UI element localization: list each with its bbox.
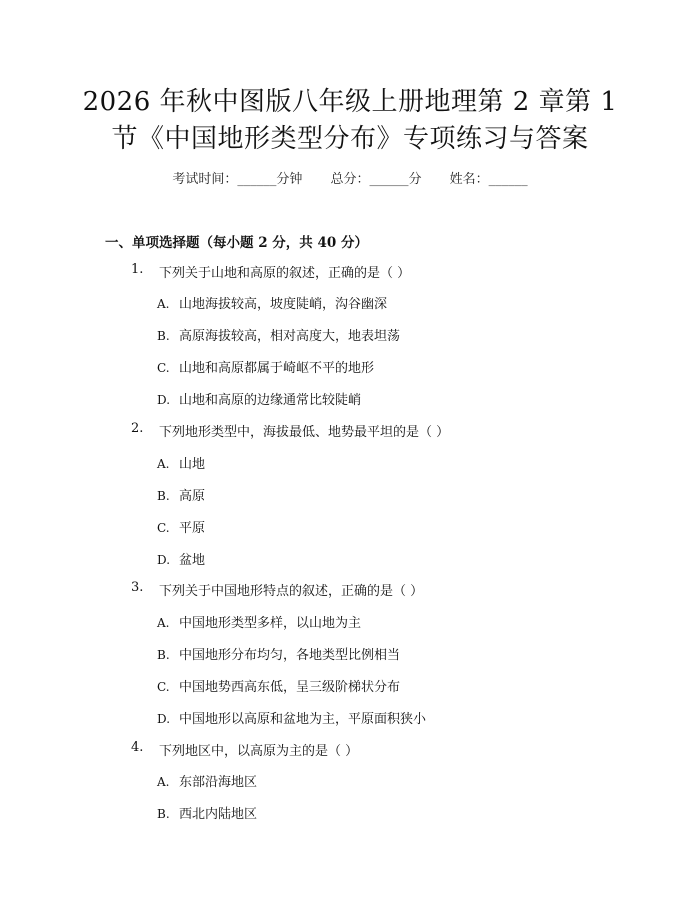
option-text: 中国地形以高原和盆地为主，平原面积狭小 — [179, 712, 427, 727]
option-text: 中国地势西高东低，呈三级阶梯状分布 — [179, 680, 401, 695]
option-key: C. — [157, 521, 170, 535]
option-text: 盆地 — [179, 553, 206, 568]
document-title — [60, 84, 640, 158]
option-2d — [157, 549, 205, 568]
option-4b — [157, 803, 257, 822]
option-3d — [157, 708, 426, 727]
question-2-number: 2. — [131, 421, 144, 436]
option-text: 平原 — [179, 521, 206, 536]
option-4a — [157, 771, 257, 790]
option-text: 山地海拔较高，坡度陡峭，沟谷幽深 — [179, 297, 388, 312]
option-text: 山地和高原都属于崎岖不平的地形 — [179, 361, 375, 376]
option-key: C. — [157, 361, 170, 375]
option-2b — [157, 485, 205, 504]
option-3a — [157, 612, 361, 631]
option-text: 中国地形类型多样，以山地为主 — [179, 616, 362, 631]
option-key: D. — [157, 553, 171, 567]
student-name: 姓名：______ — [449, 172, 528, 187]
option-key: B. — [157, 489, 170, 503]
question-3-number: 3. — [131, 580, 144, 595]
option-1a — [157, 293, 387, 312]
total-score: 总分：______分 — [330, 172, 422, 187]
option-key: A. — [157, 616, 170, 630]
question-4-text: 下列地区中，以高原为主的是（ ） — [159, 744, 359, 759]
question-4-number: 4. — [131, 740, 144, 755]
option-1b — [157, 325, 400, 344]
option-3c — [157, 676, 400, 695]
option-key: A. — [157, 297, 170, 311]
option-text: 西北内陆地区 — [179, 807, 258, 822]
title-line-1: 2026 年秋中图版八年级上册地理第 2 章第 1 — [82, 87, 618, 117]
section-heading: 一、单项选择题（每小题 2 分，共 40 分） — [105, 235, 368, 251]
option-key: B. — [157, 807, 170, 821]
option-text: 东部沿海地区 — [179, 775, 258, 790]
option-text: 山地和高原的边缘通常比较陡峭 — [179, 393, 362, 408]
option-2a — [157, 453, 205, 472]
option-key: A. — [157, 457, 170, 471]
exam-time: 考试时间：______分钟 — [172, 172, 303, 187]
option-key: A. — [157, 775, 170, 789]
option-text: 高原 — [179, 489, 206, 504]
question-3-text: 下列关于中国地形特点的叙述，正确的是（ ） — [159, 584, 424, 599]
option-1c — [157, 357, 374, 376]
option-text: 高原海拔较高，相对高度大，地表坦荡 — [179, 329, 401, 344]
exam-info — [0, 168, 700, 187]
option-key: D. — [157, 712, 171, 726]
question-2-text: 下列地形类型中，海拔最低、地势最平坦的是（ ） — [159, 425, 450, 440]
option-key: B. — [157, 648, 170, 662]
option-key: D. — [157, 393, 171, 407]
option-key: C. — [157, 680, 170, 694]
question-number: 1. — [131, 262, 144, 277]
option-text: 中国地形分布均匀，各地类型比例相当 — [179, 648, 401, 663]
option-1d — [157, 389, 361, 408]
question-text: 下列关于山地和高原的叙述，正确的是（ ） — [159, 266, 411, 281]
option-2c — [157, 517, 205, 536]
option-text: 山地 — [179, 457, 206, 472]
option-3b — [157, 644, 400, 663]
title-line-2: 节《中国地形类型分布》专项练习与答案 — [111, 124, 589, 154]
option-key: B. — [157, 329, 170, 343]
